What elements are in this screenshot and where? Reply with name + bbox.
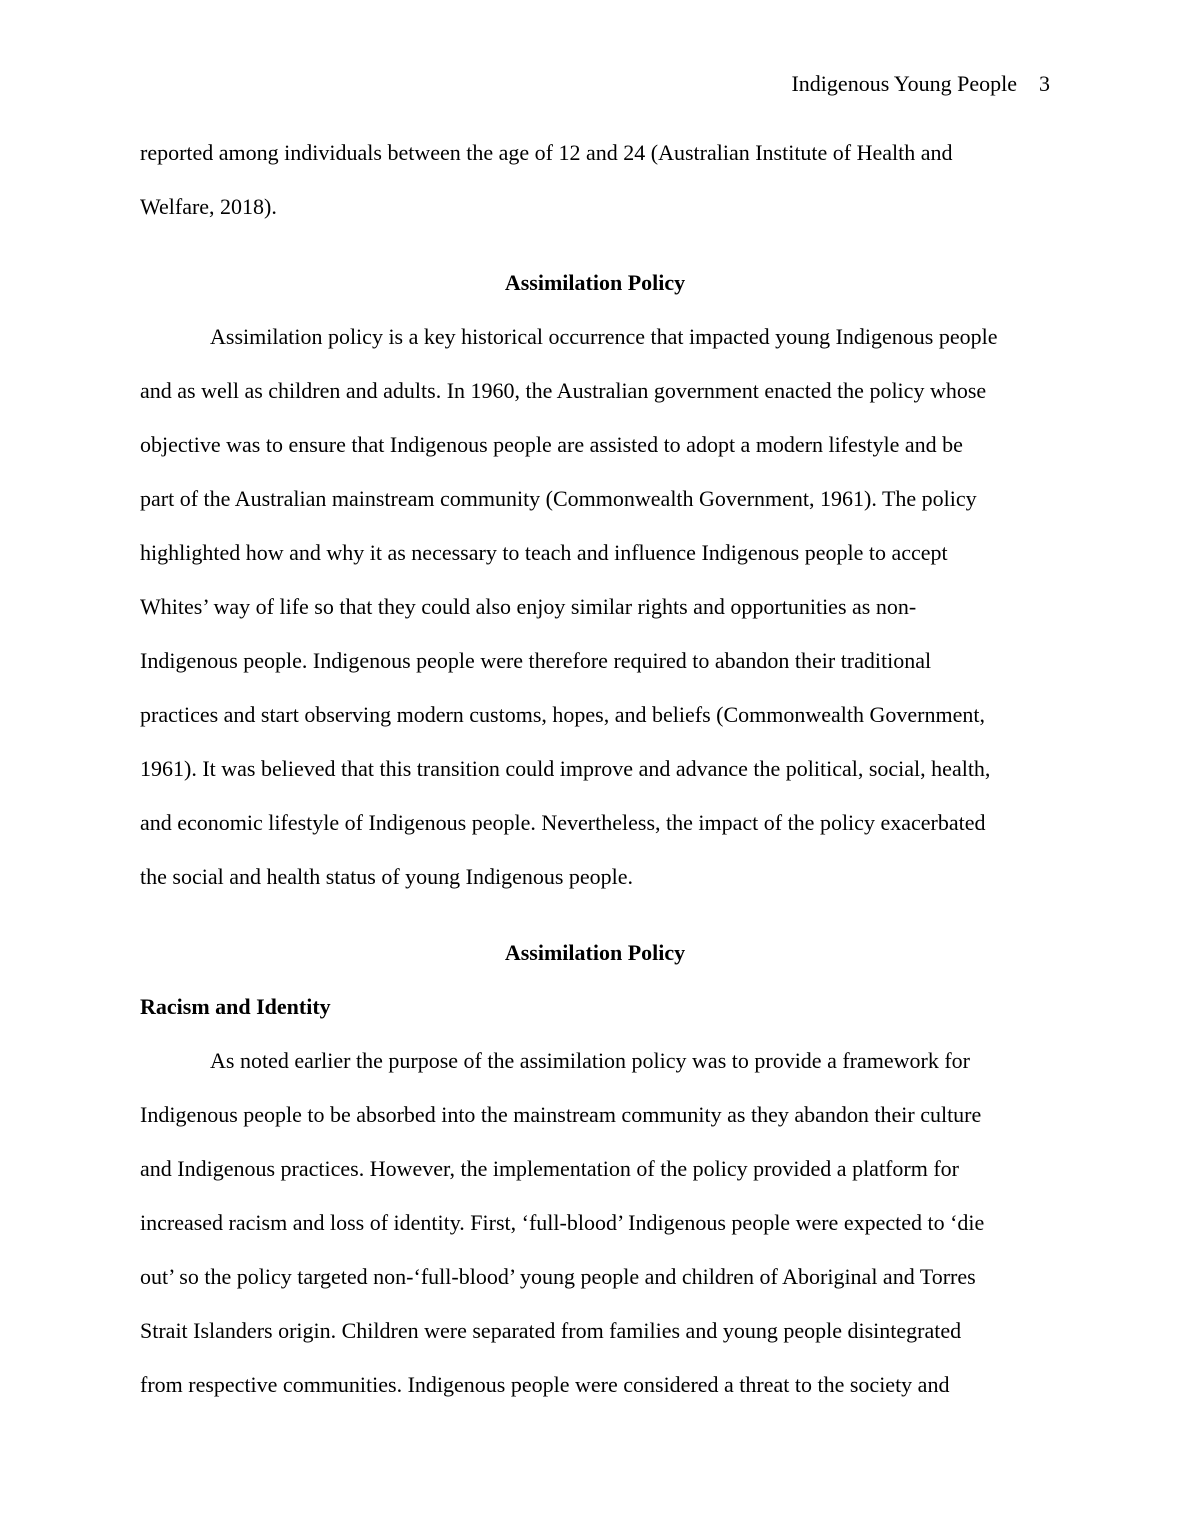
page-number: 3 xyxy=(1039,71,1050,96)
section-heading-assimilation-policy-2: Assimilation Policy xyxy=(504,940,686,965)
running-title: Indigenous Young People xyxy=(791,71,1017,96)
text-line: from respective communities. Indigenous people were considered a threat to the society and xyxy=(140,1372,950,1397)
text-line: Assimilation policy is a key historical occurrence that impacted young Indigenous people xyxy=(210,324,998,349)
text-line: Indigenous people to be absorbed into the mainstream community as they abandon their culture xyxy=(140,1102,982,1127)
text-line: Whites’ way of life so that they could also enjoy similar rights and opportunities as non- xyxy=(140,594,917,619)
text-line: and as well as children and adults. In 1960, the Australian government enacted the policy whose xyxy=(140,378,987,403)
text-line: and economic lifestyle of Indigenous people. Nevertheless, the impact of the policy exacerbated xyxy=(140,810,986,835)
text-line: objective was to ensure that Indigenous people are assisted to adopt a modern lifestyle and be xyxy=(140,432,963,457)
text-line: practices and start observing modern customs, hopes, and beliefs (Commonwealth Government, xyxy=(140,702,985,727)
assimilation-paragraph xyxy=(140,310,1050,904)
text-line: reported among individuals between the age of 12 and 24 (Australian Institute of Health and xyxy=(140,140,953,165)
text-line: the social and health status of young Indigenous people. xyxy=(140,864,634,889)
text-line: Indigenous people. Indigenous people were therefore required to abandon their traditional xyxy=(140,648,932,673)
text-line: 1961). It was believed that this transition could improve and advance the political, social, health, xyxy=(140,756,991,781)
text-line: increased racism and loss of identity. First, ‘full-blood’ Indigenous people were expected to ‘die xyxy=(140,1210,985,1235)
text-line: and Indigenous practices. However, the implementation of the policy provided a platform for xyxy=(140,1156,959,1181)
text-line: Strait Islanders origin. Children were separated from families and young people disintegrated xyxy=(140,1318,962,1343)
document-body xyxy=(140,126,1050,1412)
running-head xyxy=(791,70,1050,98)
text-line: part of the Australian mainstream community (Commonwealth Government, 1961). The policy xyxy=(140,486,977,511)
subheading-racism-and-identity: Racism and Identity xyxy=(140,994,331,1019)
racism-identity-paragraph xyxy=(140,1034,1050,1412)
text-line: out’ so the policy targeted non-‘full-blood’ young people and children of Aboriginal and Torres xyxy=(140,1264,976,1289)
continued-paragraph xyxy=(140,126,1050,234)
text-line: As noted earlier the purpose of the assimilation policy was to provide a framework for xyxy=(210,1048,970,1073)
text-line: Welfare, 2018). xyxy=(140,194,277,219)
text-line: highlighted how and why it as necessary to teach and influence Indigenous people to accept xyxy=(140,540,948,565)
section-heading-assimilation-policy: Assimilation Policy xyxy=(504,270,686,295)
